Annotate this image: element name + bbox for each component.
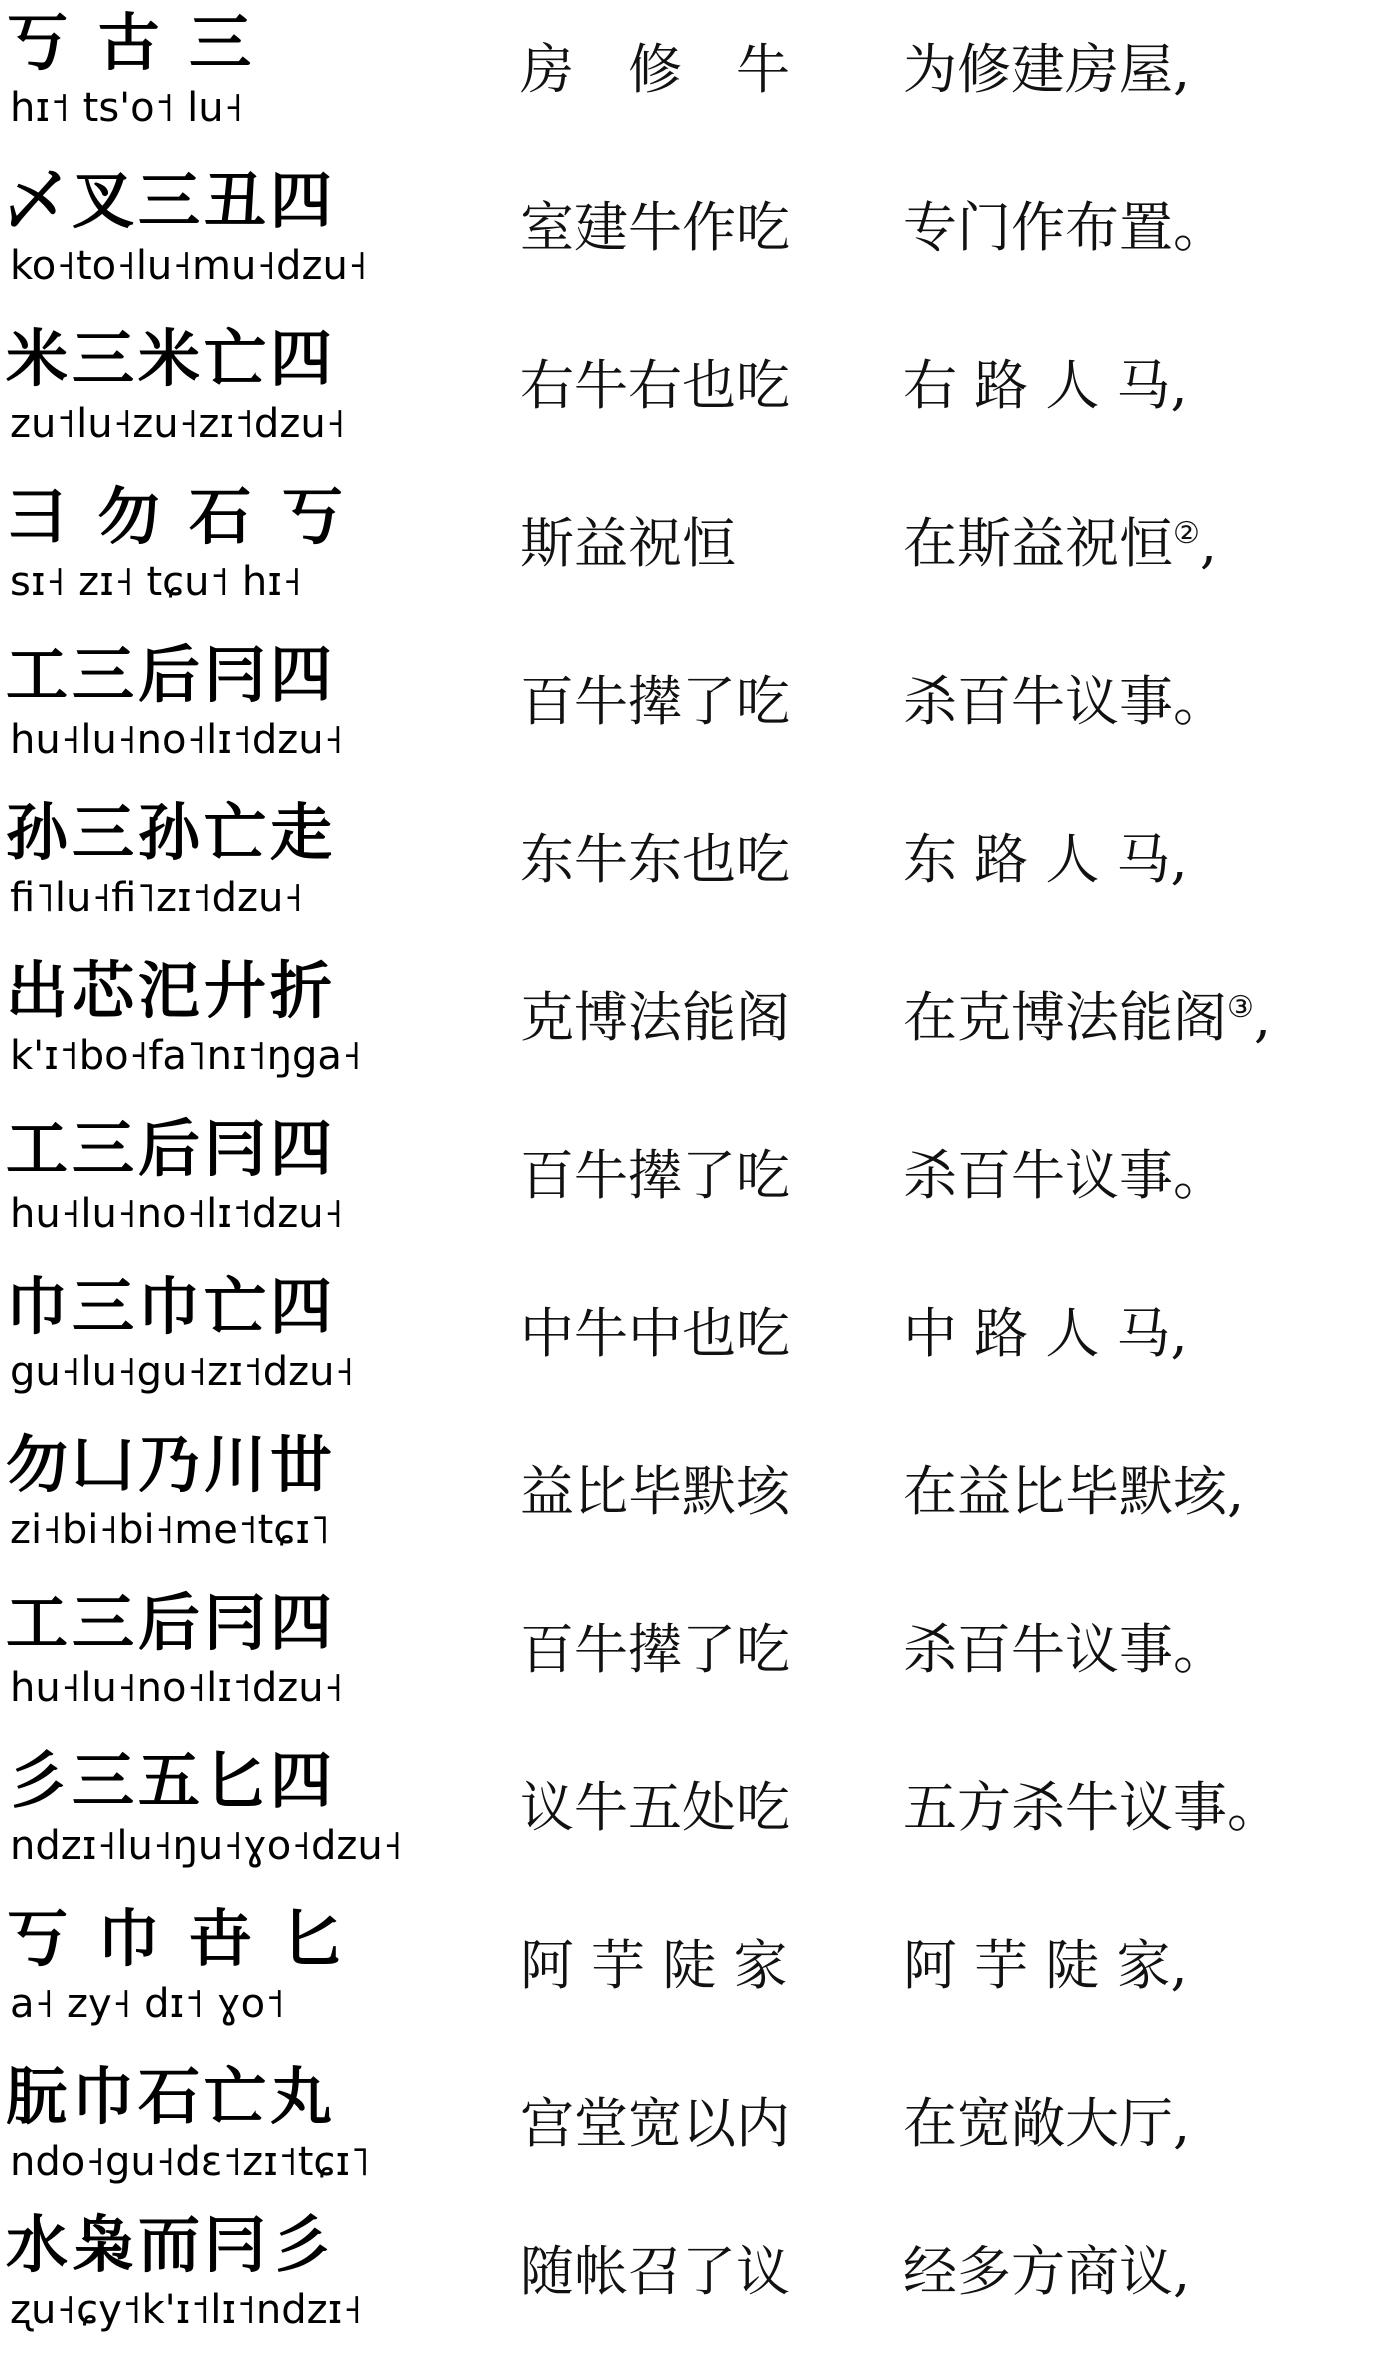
verse-row — [0, 1264, 1392, 1422]
script-cell — [6, 2054, 446, 2212]
verse-row — [0, 2202, 1392, 2360]
translation — [903, 1928, 1383, 2004]
translation-text: 为修建房屋, — [903, 38, 1191, 101]
translation — [903, 1454, 1383, 1530]
yi-script-glyphs: 孙三孙亡走 — [6, 796, 337, 869]
phonetic-transcription: sɪ˧ zɪ˧ tɕu˦ hɪ˧ — [10, 559, 302, 605]
phonetic-transcription: zu˦lu˧zu˧zɪ˦dzu˧ — [10, 401, 346, 447]
translation-text: 东 路 人 马, — [903, 828, 1188, 891]
verse-row — [0, 474, 1392, 632]
script-cell — [6, 790, 446, 948]
phonetic-transcription: ndzɪ˧lu˧ŋu˧ɣo˧dzu˧ — [10, 1823, 403, 1869]
translation — [903, 1296, 1383, 1372]
literal-gloss: 东牛东也吃 — [520, 828, 790, 891]
translation-text: 中 路 人 马, — [903, 1302, 1188, 1365]
script-cell — [6, 948, 446, 1106]
translation — [903, 822, 1383, 898]
yi-script-glyphs: 彐 勿 石 丂 — [6, 480, 347, 553]
yi-script-glyphs: 丂 巾 卋 匕 — [6, 1902, 347, 1975]
script-cell — [6, 2202, 446, 2360]
yi-script-glyphs: 朊巾石亡丸 — [6, 2060, 337, 2133]
yi-script-glyphs: 工三后冃四 — [6, 638, 337, 711]
translation-text: 在益比毕默垓, — [903, 1460, 1245, 1523]
yi-script-glyphs: 工三后冃四 — [6, 1112, 337, 1185]
verse-row — [0, 1738, 1392, 1896]
verse-row — [0, 316, 1392, 474]
script-cell — [6, 316, 446, 474]
yi-script-glyphs: 水枭而冃彡 — [6, 2208, 337, 2281]
literal-gloss: 随帐召了议 — [520, 2240, 790, 2303]
phonetic-transcription: ʐu˧ɕy˦k'ɪ˦lɪ˦ndzɪ˧ — [10, 2287, 363, 2333]
verse-row — [0, 0, 1392, 158]
verse-row — [0, 632, 1392, 790]
verse-row — [0, 790, 1392, 948]
translation — [903, 190, 1383, 266]
translation-text: 专门作布置。 — [903, 196, 1227, 259]
phonetic-transcription: gu˧lu˧gu˧zɪ˦dzu˧ — [10, 1349, 355, 1395]
yi-script-glyphs: 乄叉三丑四 — [6, 164, 337, 237]
translation-text: 经多方商议, — [903, 2240, 1191, 2303]
translation: 在斯益祝恒②, — [903, 512, 1218, 575]
script-cell — [6, 1738, 446, 1896]
translation-text: 杀百牛议事。 — [903, 670, 1227, 733]
translation-text: 五方杀牛议事。 — [903, 1776, 1281, 1839]
phonetic-transcription: hu˧lu˧no˧lɪ˦dzu˧ — [10, 1191, 344, 1237]
script-cell — [6, 1264, 446, 1422]
phonetic-transcription: a˧ zy˧ dɪ˦ ɣo˦ — [10, 1981, 285, 2027]
translation-text: 杀百牛议事。 — [903, 1618, 1227, 1681]
translation-text: 在克博法能阁 — [903, 986, 1227, 1049]
phonetic-transcription: k'ɪ˦bo˧fa˥nɪ˦ŋga˧ — [10, 1033, 362, 1079]
literal-gloss: 议牛五处吃 — [520, 1776, 790, 1839]
verse-row — [0, 2054, 1392, 2212]
translation — [903, 348, 1383, 424]
footnote-marker: ③ — [1227, 990, 1254, 1025]
literal-gloss: 房 修 牛 — [520, 38, 790, 101]
verse-row — [0, 158, 1392, 316]
verse-row — [0, 1580, 1392, 1738]
phonetic-transcription: hu˧lu˧no˧lɪ˦dzu˧ — [10, 1665, 344, 1711]
footnote-marker: ② — [1173, 516, 1200, 551]
yi-script-glyphs: 巾三巾亡四 — [6, 1270, 337, 1343]
translation — [903, 32, 1383, 108]
literal-gloss: 益比毕默垓 — [520, 1460, 790, 1523]
literal-gloss: 克博法能阁 — [520, 986, 790, 1049]
translation-text: 在斯益祝恒 — [903, 512, 1173, 575]
script-cell — [6, 0, 446, 158]
phonetic-transcription: zi˧bi˧bi˧me˦tɕɪ˥ — [10, 1507, 330, 1553]
phonetic-transcription: hɪ˦ ts'o˦ lu˧ — [10, 85, 244, 131]
literal-gloss: 中牛中也吃 — [520, 1302, 790, 1365]
yi-script-glyphs: 出芯汜廾折 — [6, 954, 337, 1027]
yi-script-glyphs: 丂 古 三 — [6, 6, 256, 79]
translation-text: 右 路 人 马, — [903, 354, 1188, 417]
yi-script-glyphs: 彡三五匕四 — [6, 1744, 337, 1817]
phonetic-transcription: fi˥lu˧fi˥zɪ˦dzu˧ — [10, 875, 304, 921]
translation-text: 杀百牛议事。 — [903, 1144, 1227, 1207]
yi-script-glyphs: 勿凵乃川丗 — [6, 1428, 337, 1501]
verse-row — [0, 948, 1392, 1106]
literal-gloss: 阿 芋 陡 家 — [520, 1934, 788, 1997]
phonetic-transcription: ndo˧gu˧dɛ˦zɪ˦tɕɪ˥ — [10, 2139, 370, 2185]
script-cell — [6, 1896, 446, 2054]
translation-text: 阿 芋 陡 家, — [903, 1934, 1188, 1997]
translation — [903, 1612, 1383, 1688]
literal-gloss: 宫堂宽以内 — [520, 2092, 790, 2155]
verse-row — [0, 1106, 1392, 1264]
phonetic-transcription: hu˧lu˧no˧lɪ˦dzu˧ — [10, 717, 344, 763]
translation — [903, 2086, 1383, 2162]
translation-text: 在宽敞大厅, — [903, 2092, 1191, 2155]
literal-gloss: 百牛撵了吃 — [520, 1618, 790, 1681]
verse-row — [0, 1422, 1392, 1580]
script-cell — [6, 1422, 446, 1580]
translation: 在克博法能阁③, — [903, 986, 1272, 1049]
script-cell — [6, 1580, 446, 1738]
literal-gloss: 斯益祝恒 — [520, 512, 736, 575]
script-cell — [6, 632, 446, 790]
verse-row — [0, 1896, 1392, 2054]
translation — [903, 1138, 1383, 1214]
script-cell — [6, 474, 446, 632]
literal-gloss: 百牛撵了吃 — [520, 670, 790, 733]
script-cell — [6, 158, 446, 316]
yi-script-glyphs: 工三后冃四 — [6, 1586, 337, 1659]
literal-gloss: 右牛右也吃 — [520, 354, 790, 417]
phonetic-transcription: ko˧to˧lu˧mu˧dzu˧ — [10, 243, 368, 289]
translation — [903, 1770, 1383, 1846]
translation — [903, 664, 1383, 740]
yi-script-glyphs: 米三米亡四 — [6, 322, 337, 395]
literal-gloss: 百牛撵了吃 — [520, 1144, 790, 1207]
script-cell — [6, 1106, 446, 1264]
literal-gloss: 室建牛作吃 — [520, 196, 790, 259]
translation — [903, 2234, 1383, 2310]
